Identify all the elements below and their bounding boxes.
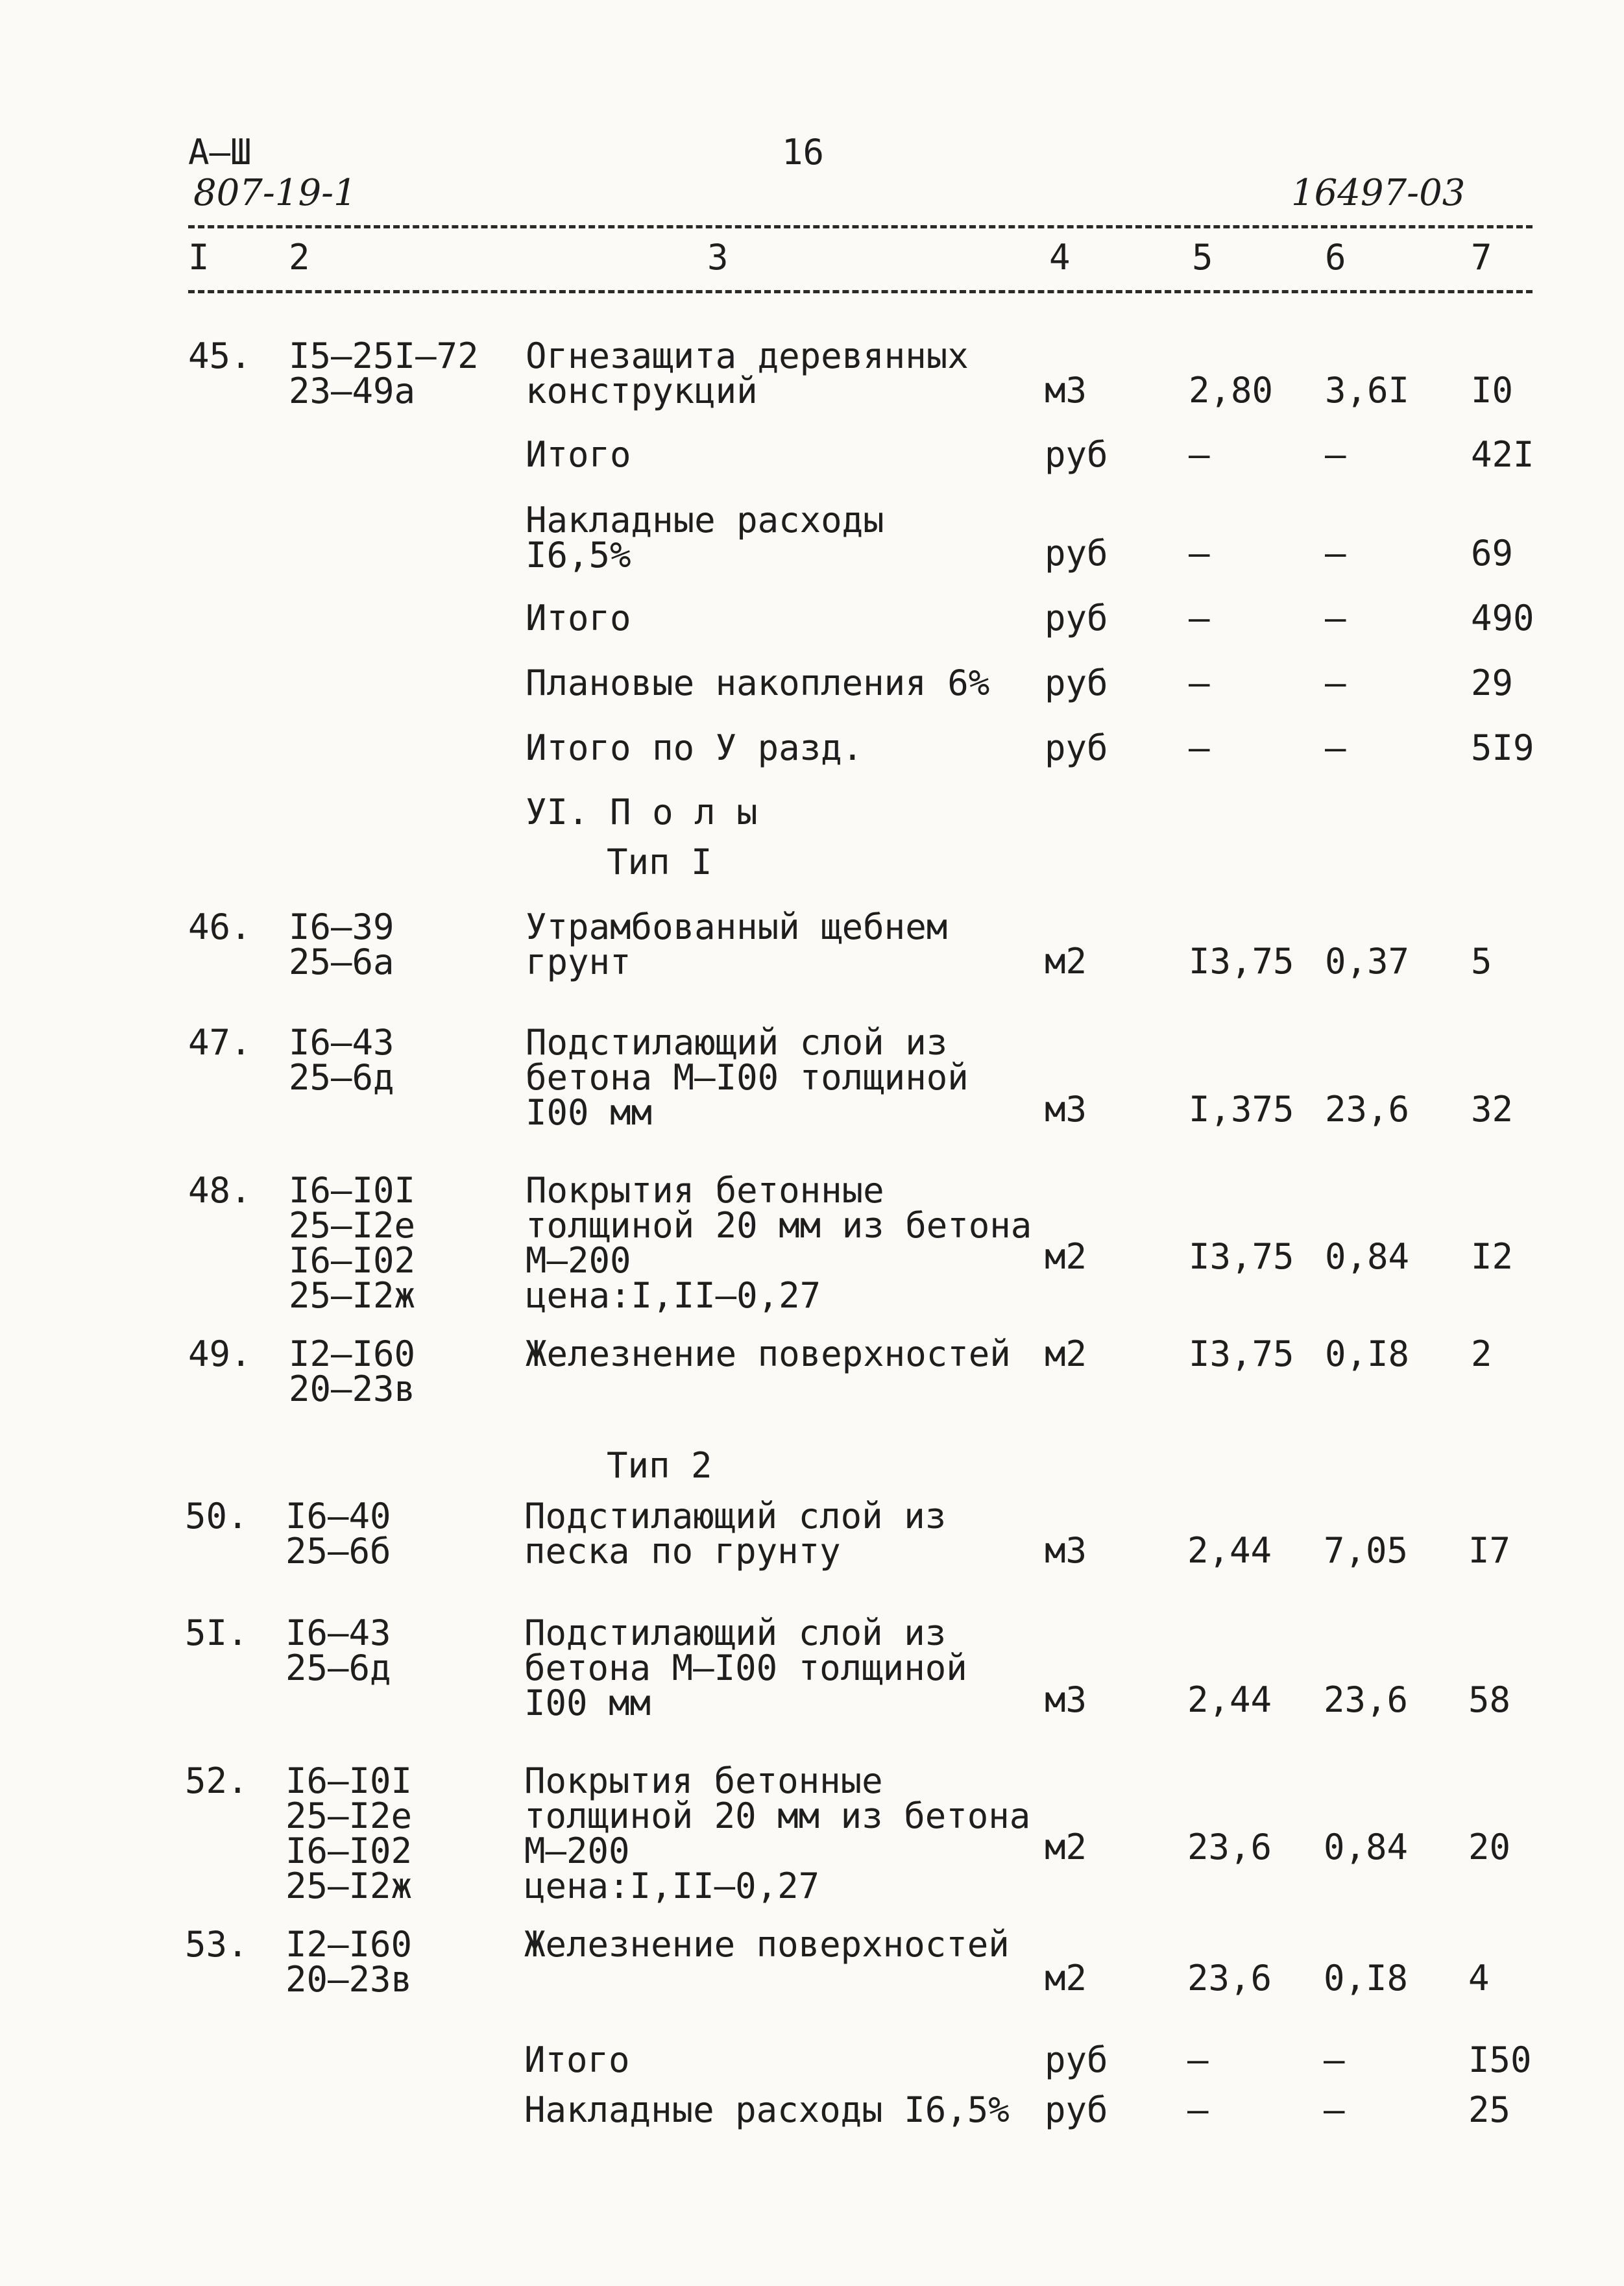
- handwritten-right-code: 16497-03: [1291, 172, 1466, 214]
- row-unit: руб: [1045, 2089, 1108, 2130]
- row-quantity: I,375: [1189, 1089, 1294, 1130]
- row-price: 0,84: [1324, 1827, 1409, 1867]
- row-unit: м3: [1045, 1679, 1087, 1720]
- column-header-6: 6: [1325, 237, 1346, 278]
- row-name: Покрытия бетонные толщиной 20 мм из бетона М–200 цена:I,II–0,27: [524, 1760, 1031, 1906]
- row-quantity: 2,44: [1187, 1679, 1272, 1720]
- row-total: 2: [1471, 1333, 1492, 1374]
- row-quantity: –: [1187, 2089, 1209, 2130]
- row-quantity: –: [1189, 598, 1210, 638]
- row-name: Итого: [526, 434, 631, 475]
- row-number: 46.: [188, 906, 252, 947]
- row-total: 29: [1471, 663, 1514, 703]
- row-unit: м3: [1045, 1089, 1087, 1130]
- header-bottom-divider: [188, 290, 1533, 293]
- row-quantity: –: [1189, 533, 1210, 574]
- row-unit: м3: [1045, 1530, 1087, 1571]
- row-name: Итого: [524, 2039, 630, 2080]
- row-total: I7: [1468, 1530, 1511, 1571]
- column-header-4: 4: [1049, 237, 1071, 278]
- row-unit: м3: [1045, 370, 1087, 411]
- row-number: 48.: [188, 1170, 252, 1211]
- row-name: Утрамбованный щебнем грунт: [526, 906, 948, 982]
- row-name: Подстилающий слой из бетона М–I00 толщиной I00 мм: [526, 1022, 969, 1133]
- row-code: I6–39 25–6а: [289, 906, 394, 982]
- row-unit: руб: [1045, 533, 1108, 574]
- row-name: Итого по У разд.: [526, 727, 864, 768]
- row-name: Железнение поверхностей: [524, 1924, 1010, 1965]
- row-price: –: [1325, 727, 1346, 768]
- row-price: 0,I8: [1325, 1333, 1410, 1374]
- subsection-type-1: Тип I: [607, 842, 712, 882]
- column-header-1: I: [188, 237, 210, 278]
- column-header-3: 3: [707, 237, 729, 278]
- row-price: –: [1325, 533, 1346, 574]
- row-price: 23,6: [1324, 1679, 1409, 1720]
- row-price: –: [1325, 598, 1346, 638]
- document-series: А–Ш: [188, 132, 252, 173]
- row-code: I6–43 25–6д: [289, 1022, 394, 1098]
- row-total: 4: [1468, 1958, 1490, 1999]
- row-price: –: [1324, 2089, 1345, 2130]
- row-quantity: –: [1189, 434, 1210, 475]
- row-name: Подстилающий слой из песка по грунту: [524, 1496, 947, 1572]
- row-code: I5–25I–72 23–49а: [289, 335, 479, 411]
- row-price: 0,37: [1325, 941, 1410, 982]
- row-number: 45.: [188, 335, 252, 376]
- row-number: 47.: [188, 1022, 252, 1063]
- row-unit: руб: [1045, 2039, 1108, 2080]
- row-unit: м2: [1045, 941, 1087, 982]
- row-name: Накладные расходы I6,5%: [526, 500, 884, 576]
- column-header-5: 5: [1192, 237, 1213, 278]
- header-top-divider: [188, 225, 1533, 228]
- column-header-2: 2: [289, 237, 310, 278]
- row-price: 0,I8: [1324, 1958, 1409, 1999]
- row-total: I50: [1468, 2039, 1532, 2080]
- row-total: 5I9: [1471, 727, 1534, 768]
- subsection-type-2: Тип 2: [607, 1445, 712, 1486]
- row-price: 7,05: [1324, 1530, 1409, 1571]
- row-total: 20: [1468, 1827, 1511, 1867]
- row-quantity: I3,75: [1189, 1333, 1294, 1374]
- row-price: –: [1325, 434, 1346, 475]
- row-total: 32: [1471, 1089, 1514, 1130]
- row-unit: м2: [1045, 1827, 1087, 1867]
- row-unit: руб: [1045, 663, 1108, 703]
- row-number: 5I.: [185, 1612, 248, 1653]
- row-number: 52.: [185, 1760, 248, 1801]
- page-number: 16: [782, 132, 825, 173]
- row-price: –: [1324, 2039, 1345, 2080]
- row-total: 25: [1468, 2089, 1511, 2130]
- row-quantity: I3,75: [1189, 1236, 1294, 1277]
- row-unit: м2: [1045, 1236, 1087, 1277]
- row-name: Накладные расходы I6,5%: [524, 2089, 1010, 2130]
- row-quantity: 23,6: [1187, 1958, 1272, 1999]
- row-total: 69: [1471, 533, 1514, 574]
- row-unit: руб: [1045, 434, 1108, 475]
- row-quantity: 2,44: [1187, 1530, 1272, 1571]
- row-quantity: I3,75: [1189, 941, 1294, 982]
- row-name: Подстилающий слой из бетона М–I00 толщиной I00 мм: [524, 1612, 967, 1723]
- row-price: –: [1325, 663, 1346, 703]
- row-unit: м2: [1045, 1333, 1087, 1374]
- row-code: I6–I0I 25–I2е I6–I02 25–I2ж: [289, 1170, 416, 1316]
- row-price: 3,6I: [1325, 370, 1410, 411]
- row-name: Покрытия бетонные толщиной 20 мм из бетона М–200 цена:I,II–0,27: [526, 1170, 1032, 1316]
- row-code: I6–I0I 25–I2е I6–I02 25–I2ж: [285, 1760, 413, 1906]
- row-total: 42I: [1471, 434, 1534, 475]
- row-total: 490: [1471, 598, 1534, 638]
- row-code: I2–I60 20–23в: [289, 1333, 416, 1409]
- row-price: 0,84: [1325, 1236, 1410, 1277]
- row-total: I2: [1471, 1236, 1514, 1277]
- row-total: 58: [1468, 1679, 1511, 1720]
- row-quantity: 23,6: [1187, 1827, 1272, 1867]
- column-header-7: 7: [1471, 237, 1492, 278]
- row-quantity: 2,80: [1189, 370, 1274, 411]
- row-unit: м2: [1045, 1958, 1087, 1999]
- row-number: 53.: [185, 1924, 248, 1965]
- row-name: Огнезащита деревянных конструкций: [526, 335, 969, 411]
- row-total: I0: [1471, 370, 1514, 411]
- row-code: I2–I60 20–23в: [285, 1924, 413, 2000]
- row-quantity: –: [1189, 727, 1210, 768]
- row-price: 23,6: [1325, 1089, 1410, 1130]
- row-name: Железнение поверхностей: [526, 1333, 1011, 1374]
- row-total: 5: [1471, 941, 1492, 982]
- row-number: 50.: [185, 1496, 248, 1537]
- row-name: Итого: [526, 598, 631, 638]
- row-code: I6–43 25–6д: [285, 1612, 391, 1688]
- row-unit: руб: [1045, 727, 1108, 768]
- row-code: I6–40 25–6б: [285, 1496, 391, 1572]
- row-quantity: –: [1189, 663, 1210, 703]
- row-name: Плановые накопления 6%: [526, 663, 990, 703]
- row-number: 49.: [188, 1333, 252, 1374]
- row-unit: руб: [1045, 598, 1108, 638]
- row-quantity: –: [1187, 2039, 1209, 2080]
- handwritten-left-code: 807-19-1: [193, 172, 357, 214]
- section-title: УI. П о л ы: [526, 792, 758, 833]
